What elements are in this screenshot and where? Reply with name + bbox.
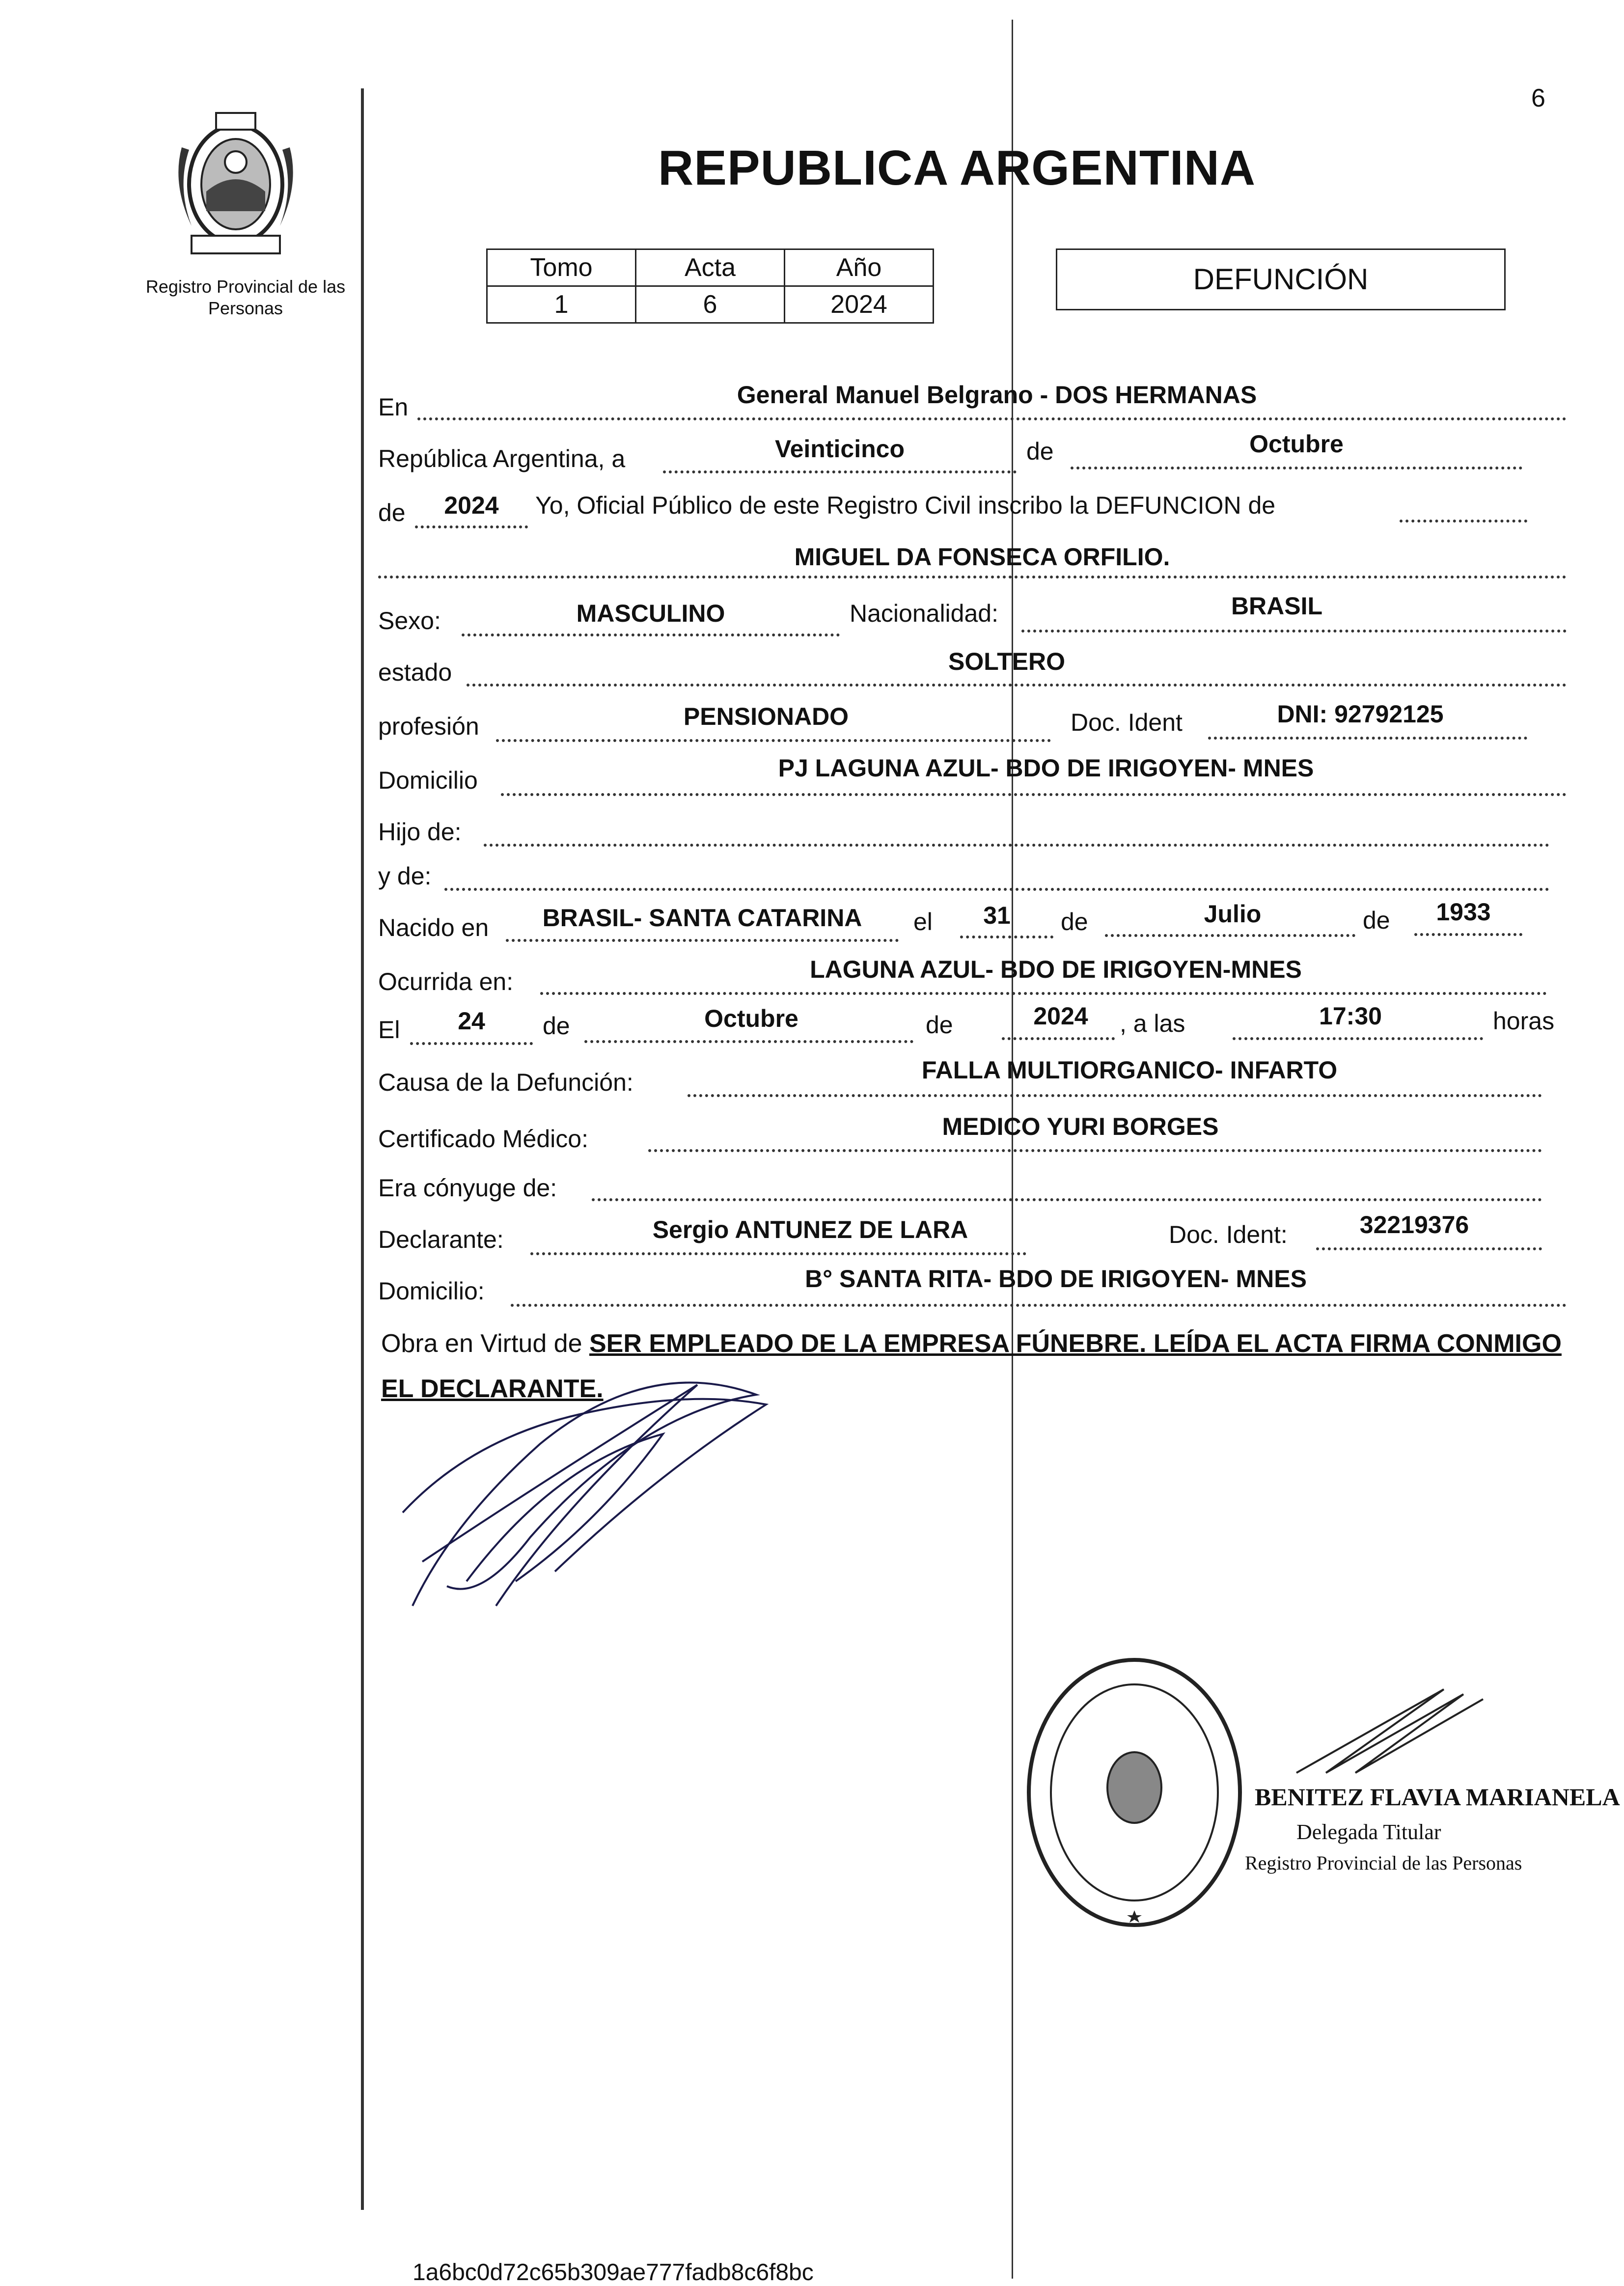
el-day: 24 [458, 1007, 485, 1035]
nacionalidad-label: Nacionalidad: [850, 600, 998, 627]
ocurrida-value: LAGUNA AZUL- BDO DE IRIGOYEN-MNES [810, 956, 1302, 983]
certificado-label: Certificado Médico: [378, 1125, 588, 1153]
nacido-year: 1933 [1436, 898, 1491, 926]
declarante-line [530, 1252, 1026, 1255]
officer-name: BENITEZ FLAVIA MARIANELA [1255, 1783, 1620, 1811]
left-margin-line [361, 88, 364, 2210]
estado-label: estado [378, 659, 452, 686]
el-de1: de [543, 1012, 570, 1040]
domicilio-line [501, 793, 1567, 796]
ocurrida-line [540, 992, 1547, 995]
sexo-line [462, 633, 840, 636]
misiones-emblem-icon [162, 103, 309, 260]
agency-label: Registro Provincial de las Personas [145, 276, 346, 318]
officer-title: Delegada Titular [1296, 1820, 1441, 1844]
estado-value: SOLTERO [948, 648, 1065, 675]
year-de: de [378, 499, 406, 526]
nacido-day: 31 [983, 902, 1011, 929]
el-day-line [410, 1042, 533, 1045]
document-hash: 1a6bc0d72c65b309ae777fadb8c6f8bc [413, 2259, 814, 2286]
tomo-header: Tomo [487, 249, 636, 286]
fecha-day: Veinticinco [775, 435, 905, 463]
conyuge-label: Era cónyuge de: [378, 1174, 557, 1202]
day-line [663, 470, 1017, 473]
nacido-de2: de [1363, 907, 1390, 934]
domicilio2-line [511, 1304, 1567, 1307]
officer-signature [1287, 1680, 1532, 1778]
estado-line [467, 684, 1567, 687]
el-year: 2024 [1033, 1002, 1088, 1030]
nacido-label: Nacido en [378, 914, 489, 941]
el-alas: , a las [1120, 1010, 1185, 1037]
tomo-value: 1 [487, 286, 636, 323]
declarant-signature [393, 1375, 894, 1630]
causa-value: FALLA MULTIORGANICO- INFARTO [921, 1056, 1338, 1084]
anio-header: Año [785, 249, 934, 286]
doc-ident-value: DNI: 92792125 [1277, 700, 1444, 728]
profesion-value: PENSIONADO [683, 703, 849, 730]
ocurrida-label: Ocurrida en: [378, 968, 514, 995]
el-horas: horas [1493, 1007, 1555, 1035]
sexo-value: MASCULINO [576, 600, 725, 627]
doc-ident-label: Doc. Ident [1071, 709, 1183, 736]
domicilio2-value: B° SANTA RITA- BDO DE IRIGOYEN- MNES [805, 1265, 1307, 1293]
obra-label: Obra en Virtud de [381, 1329, 582, 1358]
officer-registry: Registro Provincial de las Personas [1245, 1852, 1522, 1874]
month-line [1071, 467, 1522, 469]
acta-header: Acta [636, 249, 785, 286]
el-label: El [378, 1016, 400, 1044]
profesion-label: profesión [378, 713, 479, 740]
nacido-year-line [1414, 933, 1522, 936]
registry-table [486, 248, 934, 324]
nacido-place-line [506, 939, 899, 942]
obra-value: SER EMPLEADO DE LA EMPRESA FÚNEBRE. LEÍDA EL ACTA FIRMA CONMIGO EL DECLARANTE. [381, 1329, 1562, 1403]
fecha-month: Octubre [1249, 430, 1344, 458]
acta-value: 6 [636, 286, 785, 323]
page-number: 6 [1531, 84, 1545, 112]
el-month-line [584, 1040, 913, 1043]
name-line [378, 576, 1567, 578]
yde-label: y de: [378, 862, 432, 890]
nacionalidad-line [1021, 630, 1567, 633]
declarante-label: Declarante: [378, 1226, 504, 1253]
deceased-name: MIGUEL DA FONSECA ORFILIO. [794, 543, 1170, 571]
page-title: REPUBLICA ARGENTINA [658, 140, 1256, 195]
delegation-stamp [1021, 1650, 1247, 1935]
el-time-line [1233, 1037, 1483, 1040]
anio-value: 2024 [785, 286, 934, 323]
certificado-line [648, 1149, 1542, 1152]
el-year-line [1002, 1037, 1115, 1040]
act-type-box: DEFUNCIÓN [1056, 248, 1506, 310]
declarante-doc-line [1316, 1247, 1542, 1250]
nacionalidad-value: BRASIL [1231, 592, 1323, 620]
year-value: 2024 [444, 492, 499, 519]
hijo-line [484, 844, 1549, 847]
certificado-value: MEDICO YURI BORGES [942, 1113, 1219, 1140]
en-label: En [378, 393, 409, 421]
doc-ident-line [1208, 737, 1527, 740]
fecha-prefix: República Argentina, a [378, 445, 626, 472]
causa-label: Causa de la Defunción: [378, 1069, 633, 1096]
en-value: General Manuel Belgrano - DOS HERMANAS [737, 381, 1257, 409]
nacido-el: el [913, 908, 933, 936]
declarante-value: Sergio ANTUNEZ DE LARA [652, 1216, 968, 1243]
fecha-de: de [1026, 438, 1054, 465]
el-de2: de [926, 1011, 953, 1039]
nacido-month-line [1105, 934, 1355, 937]
conyuge-line [592, 1198, 1542, 1201]
declarante-doc-value: 32219376 [1359, 1211, 1469, 1239]
en-line [417, 417, 1567, 420]
nacido-month: Julio [1204, 900, 1262, 928]
yde-line [444, 888, 1549, 891]
el-time: 17:30 [1319, 1002, 1382, 1030]
domicilio-label: Domicilio [378, 767, 478, 794]
profesion-line [496, 739, 1051, 742]
domicilio2-label: Domicilio: [378, 1277, 485, 1305]
sexo-label: Sexo: [378, 607, 441, 634]
domicilio-value: PJ LAGUNA AZUL- BDO DE IRIGOYEN- MNES [778, 754, 1314, 782]
statement-line [1400, 520, 1527, 523]
nacido-place: BRASIL- SANTA CATARINA [542, 904, 862, 932]
el-month: Octubre [704, 1005, 798, 1032]
nacido-de1: de [1061, 908, 1088, 936]
declarante-doc-label: Doc. Ident: [1169, 1221, 1288, 1248]
year-line [415, 525, 528, 528]
official-statement: Yo, Oficial Público de este Registro Civil inscribo la DEFUNCION de [535, 492, 1276, 519]
nacido-day-line [960, 936, 1053, 938]
causa-line [688, 1094, 1542, 1097]
hijo-label: Hijo de: [378, 818, 462, 846]
